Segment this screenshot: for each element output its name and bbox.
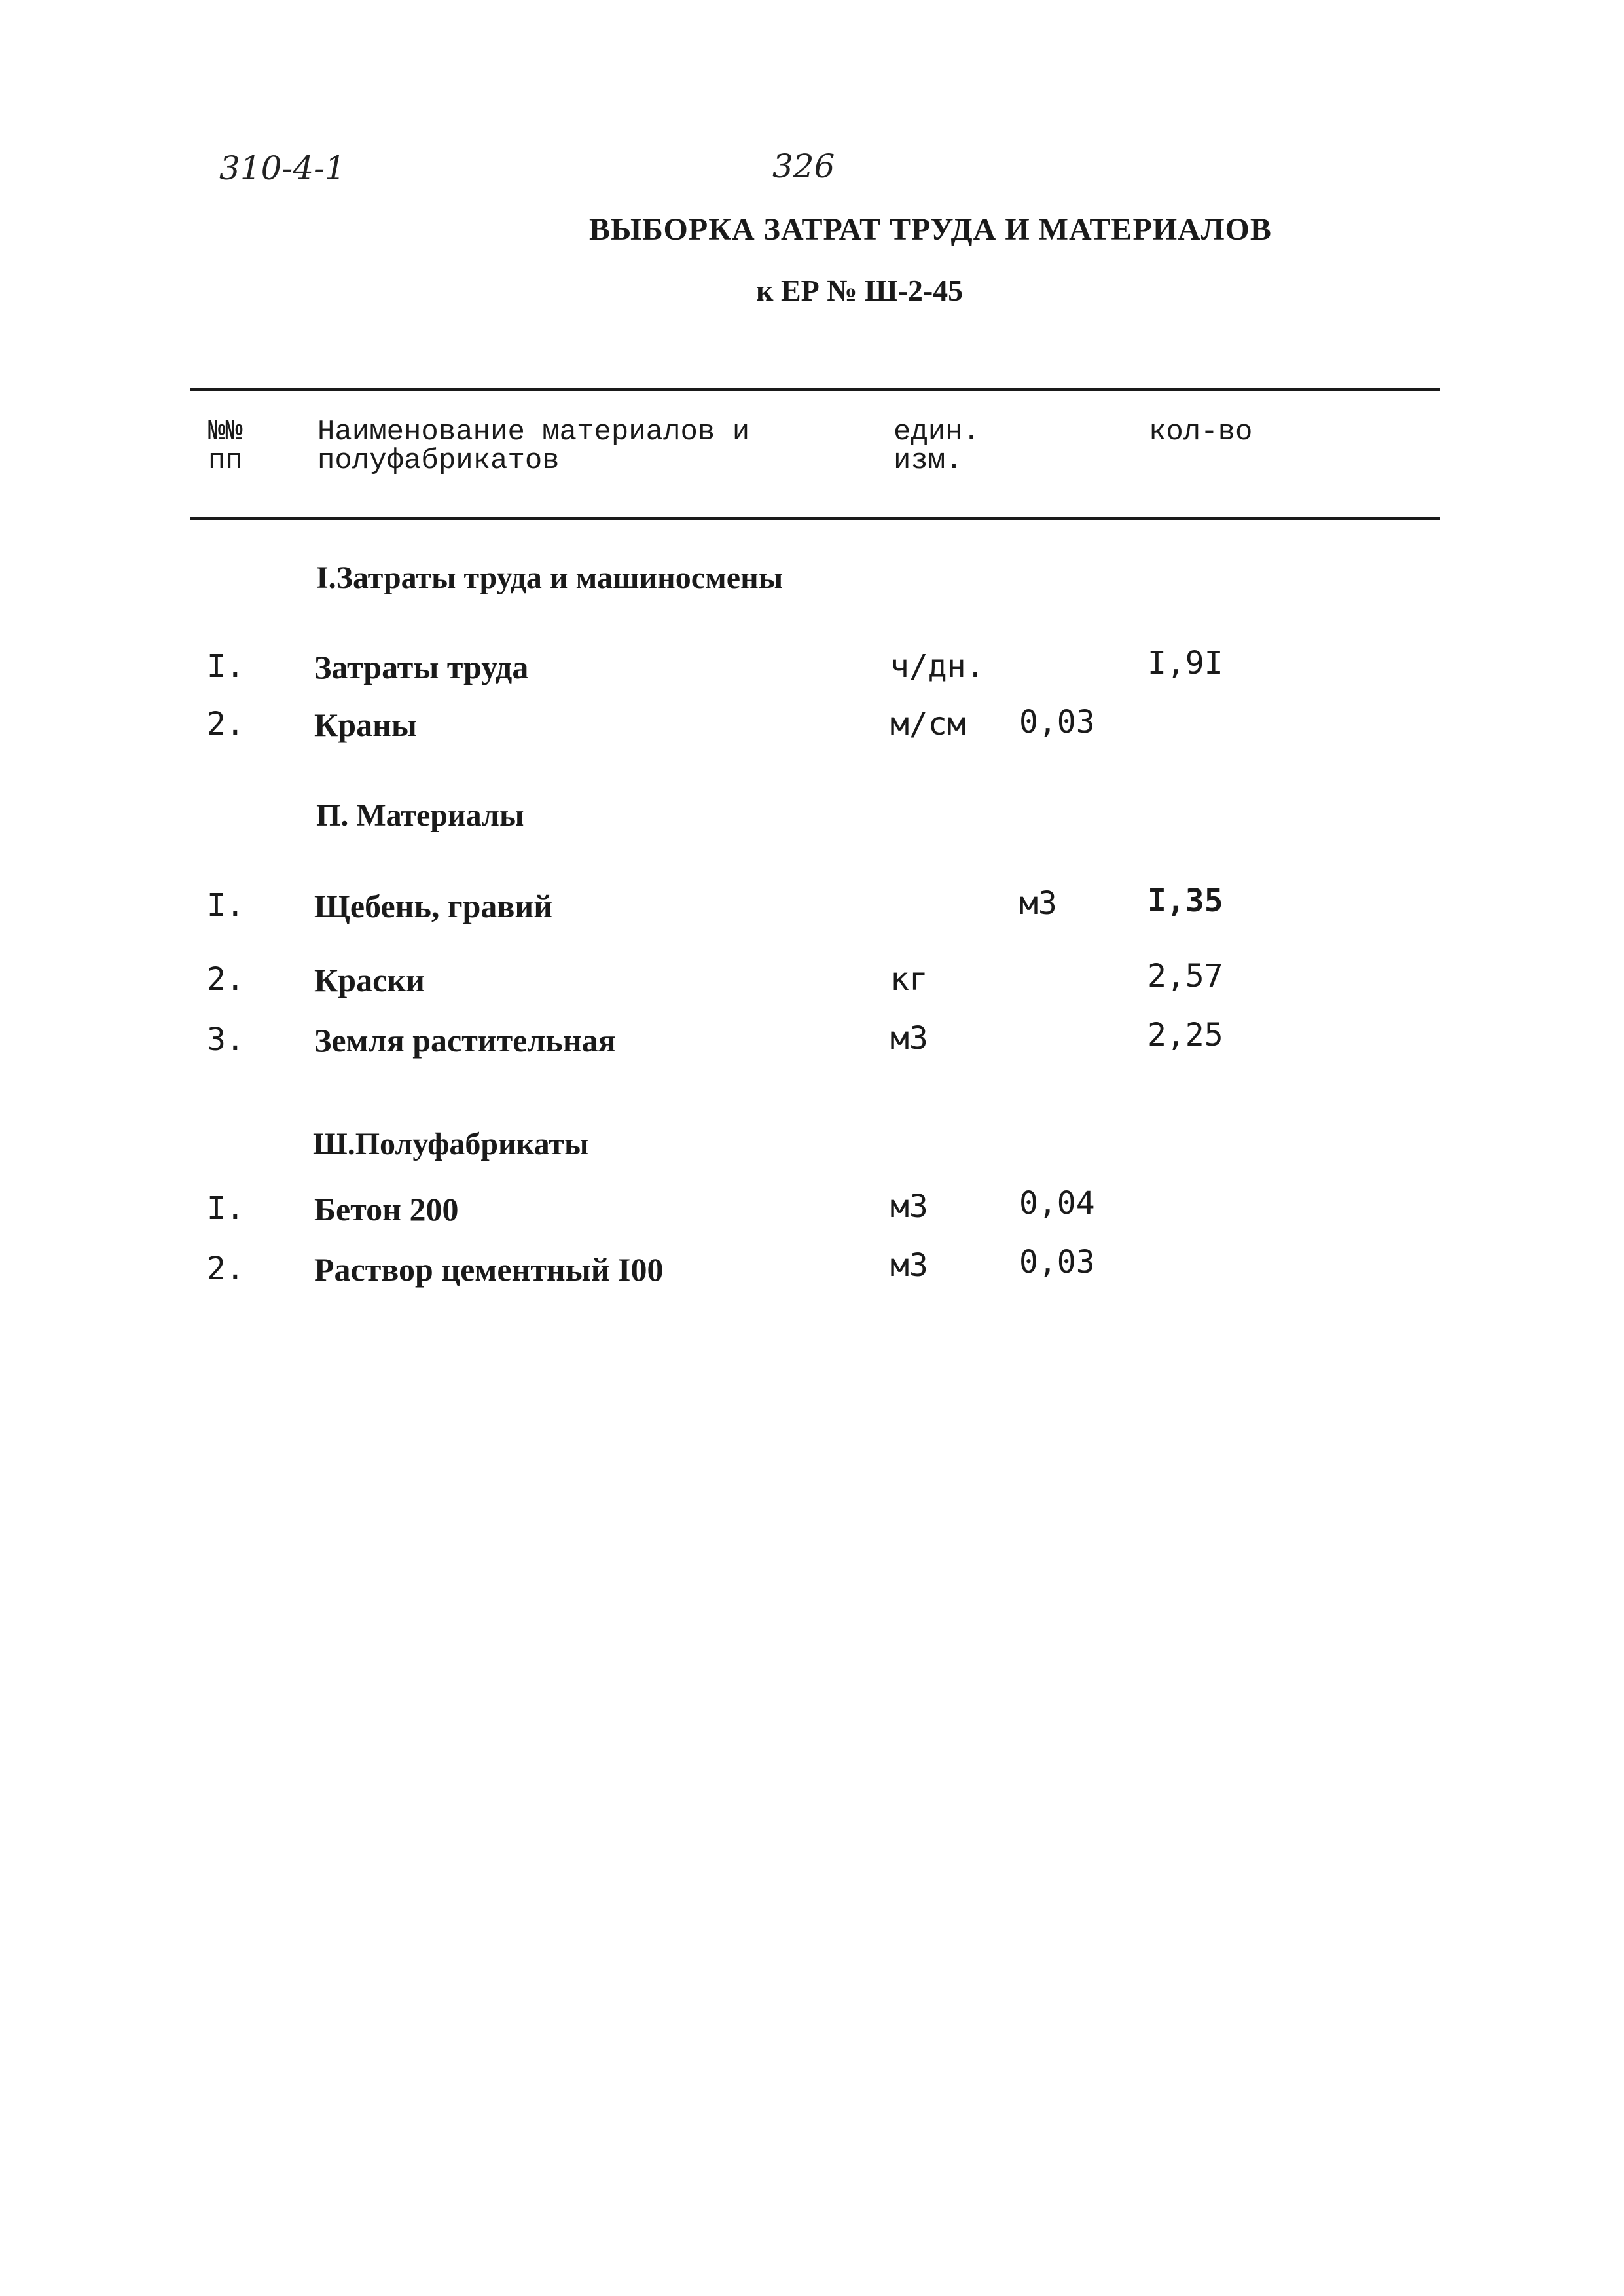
row-unit-shifted: м3: [1019, 885, 1057, 922]
row-quantity: 2,25: [1147, 1017, 1223, 1053]
row-number: 2.: [207, 1250, 245, 1287]
section-title-materials: П. Материалы: [316, 798, 524, 833]
column-header-unit: един. изм.: [893, 416, 981, 477]
row-number: I.: [207, 887, 245, 924]
row-number: 3.: [207, 1021, 245, 1058]
row-name: Раствор цементный I00: [314, 1251, 664, 1288]
document-code: 310-4-1: [219, 149, 346, 187]
row-number: 2.: [207, 706, 245, 742]
document-subtitle: к ЕР № Ш-2-45: [756, 274, 964, 307]
row-name: Бетон 200: [314, 1191, 459, 1228]
section-title-labor: I.Затраты труда и машиносмены: [316, 560, 784, 595]
row-name: Краски: [314, 962, 425, 998]
row-unit: м/см: [890, 706, 966, 742]
row-number: I.: [207, 1190, 245, 1227]
row-unit: м3: [890, 1247, 928, 1284]
row-value: 0,03: [1019, 1244, 1095, 1281]
column-header-quantity: кол-во: [1149, 416, 1253, 448]
row-number: I.: [207, 648, 245, 685]
row-unit: кг: [890, 961, 928, 998]
page-number: 326: [772, 147, 835, 185]
section-title-semifinished: Ш.Полуфабрикаты: [313, 1127, 589, 1161]
row-quantity: 2,57: [1147, 958, 1223, 994]
row-quantity: I,9I: [1147, 645, 1223, 682]
document-title: ВЫБОРКА ЗАТРАТ ТРУДА И МАТЕРИАЛОВ: [589, 212, 1272, 247]
row-unit: ч/дн.: [890, 648, 985, 685]
table-header-rule: [190, 517, 1440, 520]
row-quantity: I,35: [1147, 883, 1223, 919]
row-unit: м3: [890, 1188, 928, 1225]
row-value: 0,04: [1019, 1185, 1095, 1222]
row-value: 0,03: [1019, 704, 1095, 740]
row-name: Земля растительная: [314, 1022, 616, 1059]
table-top-rule: [190, 388, 1440, 391]
row-unit: м3: [890, 1020, 928, 1057]
row-name: Щебень, гравий: [314, 888, 553, 924]
column-header-name: Наименование материалов и полуфабрикатов: [317, 416, 750, 477]
row-number: 2.: [207, 961, 245, 998]
column-header-number: №№ пп: [208, 416, 243, 477]
row-name: Краны: [314, 706, 417, 743]
row-name: Затраты труда: [314, 649, 529, 685]
